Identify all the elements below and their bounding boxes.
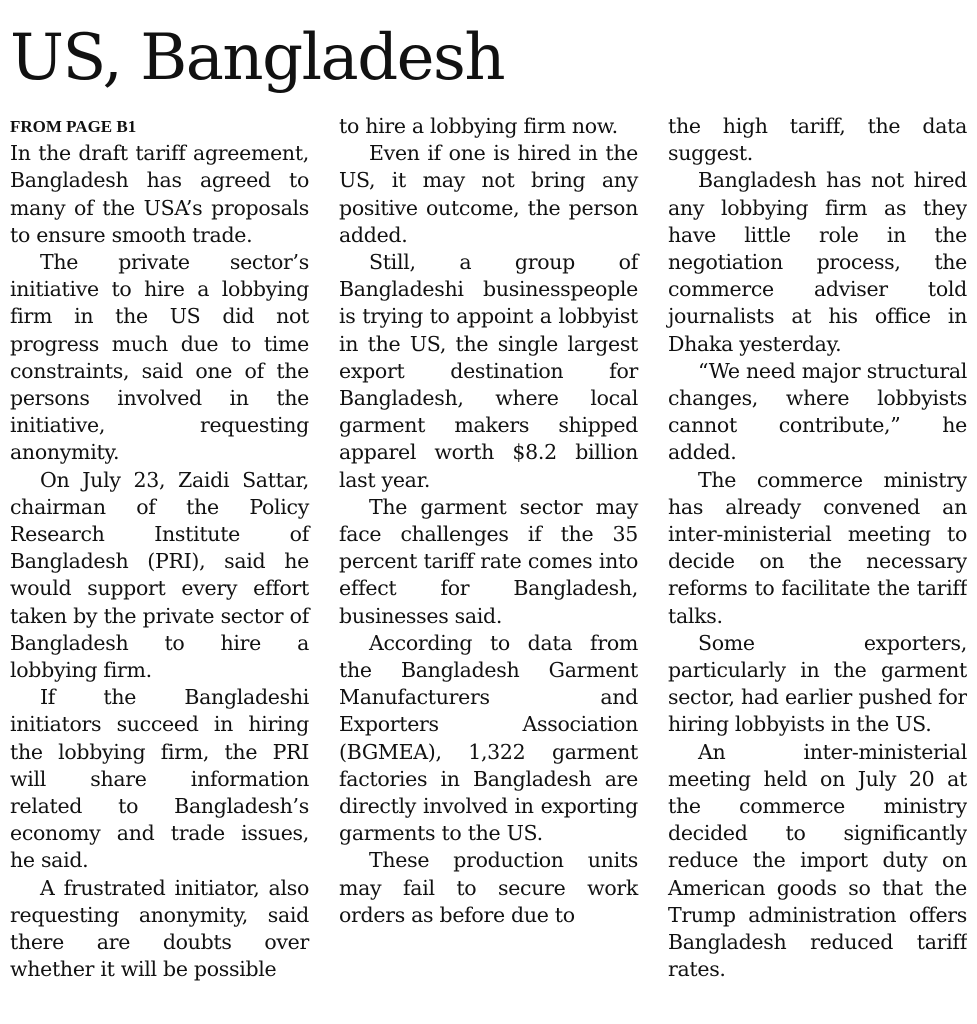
paragraph: On July 23, Zaidi Sattar, chairman of the Policy Research Institute of Bangladesh (PRI), said he would support every effort taken by the private sector of Bangladesh to hire a lobbying firm. xyxy=(10,467,309,683)
paragraph: An inter-ministerial meeting held on July 20 at the commerce ministry decided to significantly reduce the import duty on American goods so that the Trump administration offers Bangladesh reduced tariff rates. xyxy=(668,739,967,982)
paragraph: “We need major structural changes, where lobbyists cannot contribute,” he added. xyxy=(668,358,967,465)
paragraph: Some exporters, particularly in the garment sector, had earlier pushed for hiring lobbyists in the US. xyxy=(668,630,967,737)
paragraph: Bangladesh has not hired any lobbying firm as they have little role in the negotiation process, the commerce adviser told journalists at his office in Dhaka yesterday. xyxy=(668,168,967,356)
article-column-1 xyxy=(10,113,309,1021)
article-body xyxy=(10,113,967,1021)
article-column-2 xyxy=(339,113,638,1021)
paragraph-continued: to hire a lobbying firm now. xyxy=(339,114,618,138)
paragraph: If the Bangladeshi initiators succeed in hiring the lobbying firm, the PRI will share information related to Bangladesh’s economy and trade issues, he said. xyxy=(10,685,309,873)
paragraph: According to data from the Bangladesh Garment Manufacturers and Exporters Association (BGMEA), 1,322 garment factories in Bangladesh are directly involved in exporting garments to the US. xyxy=(339,630,638,846)
paragraph: The commerce ministry has already convened an inter-ministerial meeting to decide on the necessary reforms to facilitate the tariff talks. xyxy=(668,467,967,628)
article-column-3 xyxy=(668,113,967,1021)
paragraph: These production units may fail to secure work orders as before due to xyxy=(339,848,638,927)
paragraph: A frustrated initiator, also requesting anonymity, said there are doubts over whether it will be possible xyxy=(10,875,309,982)
paragraph-continued: the high tariff, the data suggest. xyxy=(668,114,967,166)
continued-from-label: FROM PAGE B1 xyxy=(10,117,137,136)
paragraph: The garment sector may face challenges if the 35 percent tariff rate comes into effect for Bangladesh, businesses said. xyxy=(339,494,638,628)
headline: US, Bangladesh xyxy=(10,21,505,95)
paragraph: Still, a group of Bangladeshi businesspeople is trying to appoint a lobbyist in the US, the single largest export destination for Bangladesh, where local garment makers shipped apparel worth $8.2 billion last year. xyxy=(339,250,638,492)
paragraph: Even if one is hired in the US, it may not bring any positive outcome, the person added. xyxy=(339,141,638,247)
paragraph: The private sector’s initiative to hire a lobbying firm in the US did not progress much due to time constraints, said one of the persons involved in the initiative, requesting anonymity. xyxy=(10,250,309,465)
paragraph: In the draft tariff agreement, Bangladesh has agreed to many of the USA’s proposals to ensure smooth trade. xyxy=(10,141,309,247)
